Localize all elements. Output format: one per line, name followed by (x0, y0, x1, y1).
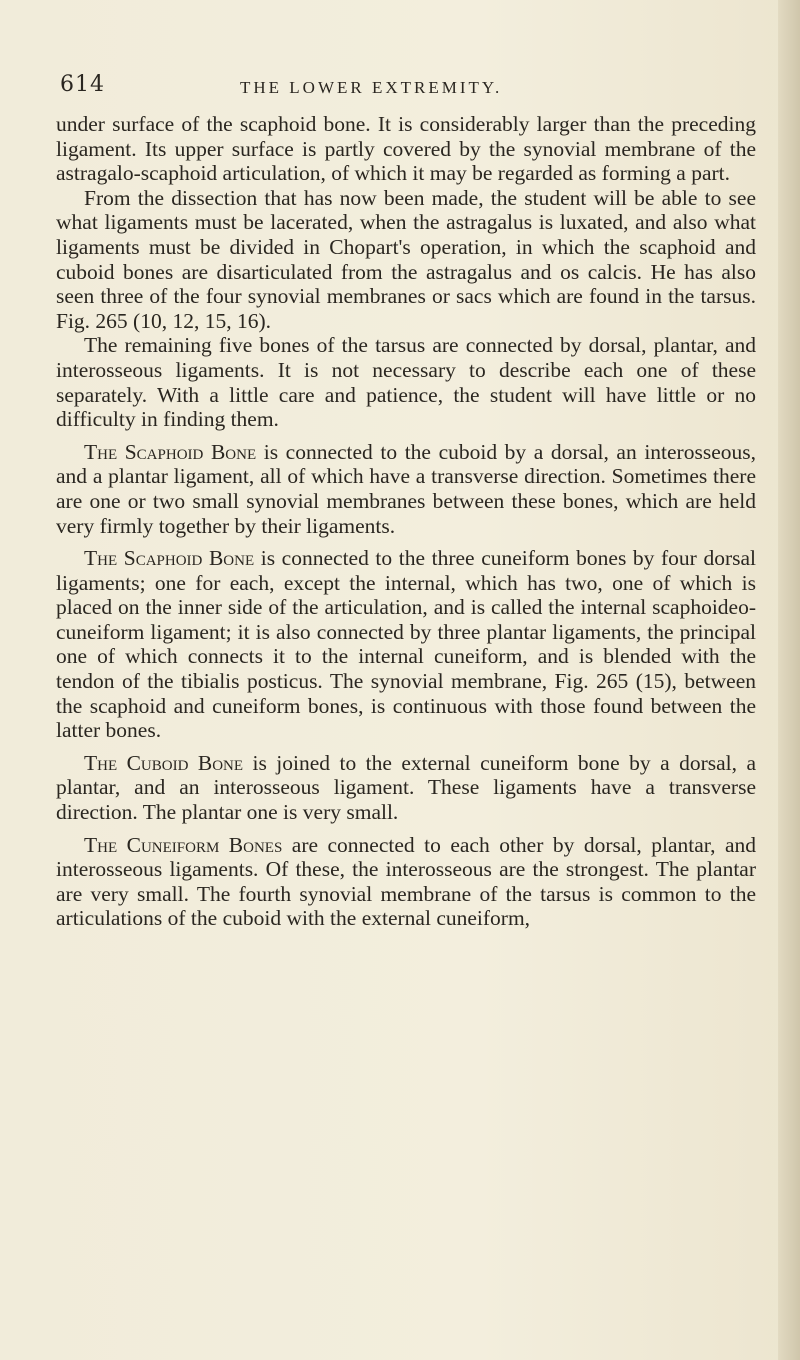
paragraph (56, 833, 756, 931)
paragraph (56, 546, 756, 743)
paragraph-lead: The Cuboid Bone (84, 750, 244, 775)
paragraph-body: are connected to each other by dorsal, plantar, and interosseous ligaments. Of these, the interosseous are the strongest. The plantar are very small. The fourth synovial membrane of the tarsus is common to the articulations of the cuboid with the external cuneiform, (56, 832, 756, 931)
body-text (56, 112, 756, 931)
paragraph (56, 751, 756, 825)
page-edge-shadow (778, 0, 800, 1360)
paragraph: The remaining five bones of the tarsus are connected by dorsal, plantar, and interosseous ligaments. It is not necessary to describe each one of these separately. With a little care and patience, the student will have little or no difficulty in finding them. (56, 333, 756, 432)
paragraph-body: is connected to the cuboid by a dorsal, an interosseous, and a plantar ligament, all of which have a transverse direction. Sometimes there are one or two small synovial membranes between these bones, which are held very firmly together by their ligaments. (56, 439, 756, 538)
paragraph: From the dissection that has now been made, the student will be able to see what ligaments must be lacerated, when the astragalus is luxated, and also what ligaments must be divided in Chopart's operation, in which the scaphoid and cuboid bones are disarticulated from the astragalus and os calcis. He has also seen three of the four synovial membranes or sacs which are found in the tarsus. Fig. 265 (10, 12, 15, 16). (56, 185, 756, 333)
paragraph-body: is joined to the external cuneiform bone by a dorsal, a plantar, and an interosseous ligament. These ligaments have a transverse direction. The plantar one is very small. (56, 750, 756, 825)
page-number: 614 (60, 72, 105, 97)
paragraph-lead: The Scaphoid Bone (84, 546, 255, 571)
running-title: THE LOWER EXTREMITY. (240, 78, 503, 97)
paragraph: under surface of the scaphoid bone. It is considerably larger than the preceding ligament. Its upper surface is partly covered by the synovial membrane of the astragalo-scaphoid articulation, of which it may be regarded as forming a part. (56, 112, 756, 186)
page-header (60, 72, 780, 112)
paragraph-lead: The Cuneiform Bones (84, 832, 283, 857)
paragraph (56, 440, 756, 538)
paragraph-body: is connected to the three cuneiform bones by four dorsal ligaments; one for each, except the internal, which has two, one of which is placed on the inner side of the articulation, and is called the internal scaphoideo-cuneiform ligament; it is also connected by three plantar ligaments, the principal one of which connects it to the internal cuneiform, and is blended with the tendon of the tibialis posticus. The synovial membrane, Fig. 265 (15), between the scaphoid and cuneiform bones, is continuous with those found between the latter bones. (56, 546, 756, 743)
paragraph-lead: The Scaphoid Bone (84, 439, 257, 464)
